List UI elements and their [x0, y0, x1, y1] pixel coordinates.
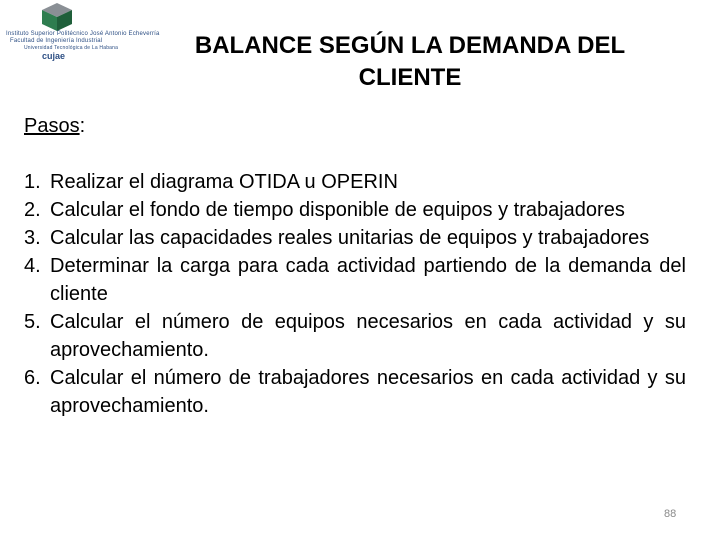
- logo-wordmark: cujae: [42, 51, 66, 61]
- list-item: [24, 364, 686, 420]
- logo-text-line: Universidad Tecnológica de La Habana: [24, 45, 119, 51]
- page-number: 88: [664, 508, 677, 520]
- cube-logo-icon: [40, 2, 74, 32]
- step-number: 1.: [24, 171, 41, 193]
- list-item: [24, 168, 686, 196]
- slide-title: [150, 30, 670, 94]
- step-text: Calcular las capacidades reales unitarias de equipos y trabajadores: [50, 227, 650, 249]
- step-text: Calcular el número de equipos necesarios en cada actividad y su aprovechamiento.: [50, 311, 686, 361]
- step-number: 5.: [24, 311, 41, 333]
- list-item: [24, 224, 686, 252]
- institution-logo: [6, 2, 160, 64]
- step-text: Calcular el fondo de tiempo disponible de equipos y trabajadores: [50, 199, 625, 221]
- list-item: [24, 196, 686, 224]
- step-number: 6.: [24, 367, 41, 389]
- steps-list: [24, 168, 686, 420]
- list-item: [24, 308, 686, 364]
- step-number: 3.: [24, 227, 41, 249]
- slide-title-line: CLIENTE: [358, 64, 462, 91]
- list-item: [24, 252, 686, 308]
- step-number: 2.: [24, 199, 41, 221]
- slide-body: [24, 112, 686, 420]
- steps-heading-colon: :: [79, 115, 86, 137]
- steps-heading: [24, 112, 686, 140]
- logo-text-line: Facultad de Ingeniería Industrial: [10, 38, 103, 44]
- logo-text-line: Instituto Superior Politécnico José Antonio Echeverría: [6, 31, 160, 37]
- step-number: 4.: [24, 255, 41, 277]
- steps-heading-word: Pasos: [24, 115, 80, 137]
- step-text: Determinar la carga para cada actividad partiendo de la demanda del cliente: [50, 255, 686, 305]
- step-text: Realizar el diagrama OTIDA u OPERIN: [50, 171, 398, 193]
- step-text: Calcular el número de trabajadores necesarios en cada actividad y su aprovechamiento.: [50, 367, 686, 417]
- slide-title-line: BALANCE SEGÚN LA DEMANDA DEL: [194, 32, 626, 59]
